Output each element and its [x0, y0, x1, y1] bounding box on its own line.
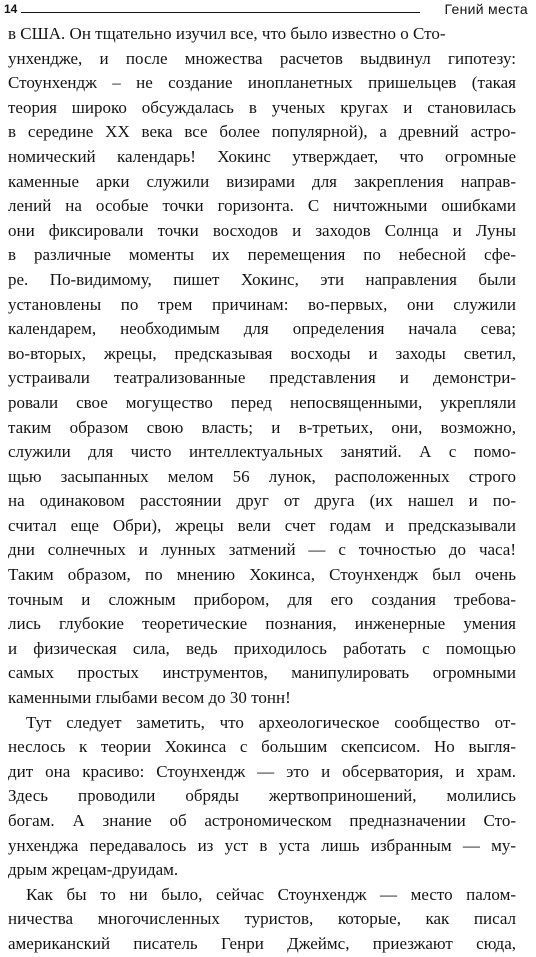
text-line: неслось к теории Хокинса с большим скепсисом. Но выгля- — [8, 737, 516, 757]
text-line: теория широко обсуждалась в ученых кругах и становилась — [8, 97, 516, 117]
text-line: во-вторых, жрецы, предсказывая восходы и заходы светил, — [8, 343, 516, 363]
text-line: унхенджа передавалось из уст в уста лишь избранным — му- — [8, 835, 516, 855]
text-line: дрым жрецам-друидам. — [8, 860, 179, 880]
text-line: лений на особые точки горизонта. С ничтожными ошибками — [8, 196, 516, 216]
text-line: дни солнечных и лунных затмений — с точностью до часа! — [8, 540, 516, 560]
text-line: самых простых инструментов, манипулировать огромными — [8, 663, 516, 683]
text-line: ре. По-видимому, пишет Хокинс, эти направления были — [8, 269, 516, 289]
running-head — [4, 2, 528, 18]
text-line: щью засыпанных мелом 56 лунок, расположенных строго — [8, 466, 516, 486]
text-line: номический календарь! Хокинс утверждает, что огромные — [8, 146, 516, 166]
text-line: и физическая сила, ведь приходилось работать с помощью — [8, 638, 516, 658]
text-line: ровали свое могущество перед непосвященными, укрепляли — [8, 392, 516, 412]
text-line: Как бы то ни было, сейчас Стоунхендж — место палом- — [26, 884, 516, 904]
text-line: в США. Он тщательно изучил все, что было известно о Сто- — [8, 24, 446, 43]
text-line: в середине XX века все более популярной), а древний астро- — [8, 122, 516, 142]
text-line: на одинаковом расстоянии друг от друга (их нашел и по- — [8, 491, 516, 511]
text-line: служили для чисто интеллектуальных занятий. А с помо- — [8, 442, 516, 462]
text-line: Тут следует заметить, что археологическое сообщество от- — [26, 712, 516, 732]
header-rule — [21, 12, 420, 13]
text-line: таким образом свою власть; и в-третьих, они, возможно, — [8, 417, 516, 437]
text-line: Таким образом, по мнению Хокинса, Стоунхендж был очень — [8, 565, 516, 585]
text-line: богам. А знание об астрономическом предназначении Сто- — [8, 811, 516, 830]
text-line: лись глубокие теоретические познания, инженерные умения — [8, 614, 516, 634]
body-text — [8, 22, 516, 957]
text-line: ничества многочисленных туристов, которые, как писал — [8, 909, 516, 929]
text-line: они фиксировали точки восходов и заходов Солнца и Луны — [8, 220, 516, 240]
text-line: каменными глыбами весом до 30 тонн! — [8, 688, 291, 708]
text-line: унхендже, и после множества расчетов выдвинул гипотезу: — [8, 48, 516, 68]
text-line: календарем, необходимым для определения начала сева; — [8, 319, 516, 339]
text-line: в различные моменты их перемещения по небесной сфе- — [8, 245, 516, 265]
text-line: устраивали театрализованные представления и демонстри- — [8, 368, 516, 388]
text-line: дит она красиво: Стоунхендж — это и обсерватория, и храм. — [8, 761, 516, 781]
text-line: точным и сложным прибором, для его создания требова- — [8, 589, 516, 609]
text-line: установлены по трем причинам: во-первых, они служили — [8, 294, 516, 314]
section-title: Гений места — [444, 1, 528, 17]
text-line: Здесь проводили обряды жертвоприношений, молились — [8, 786, 516, 806]
text-line: считал еще Обри), жрецы вели счет годам и предсказывали — [8, 515, 516, 535]
text-line: американский писатель Генри Джеймс, приезжают сюда, — [8, 933, 516, 953]
text-line: каменные арки служили визирами для закрепления направ- — [8, 171, 516, 191]
page-number: 14 — [4, 2, 18, 16]
text-line: Стоунхендж – не создание инопланетных пришельцев (такая — [8, 73, 516, 93]
